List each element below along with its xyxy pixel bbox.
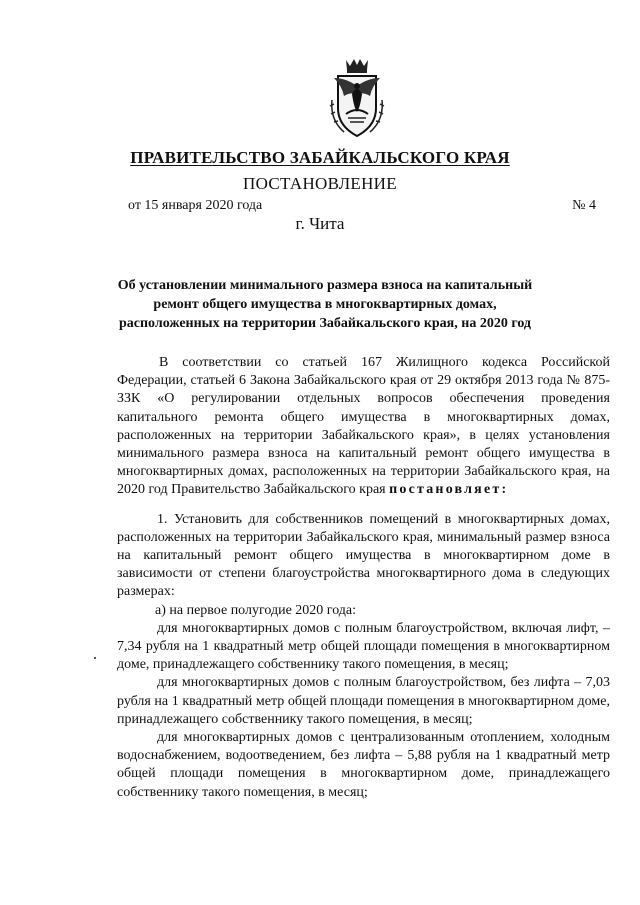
document-heading: Об установлении минимального размера взноса на капитальный ремонт общего имущества в многоквартирных домах, расположенных на территории Забайкальского края, на 2020 год xyxy=(117,278,533,331)
document-date: от 15 января 2020 года xyxy=(128,198,263,213)
preamble-paragraph xyxy=(117,354,610,500)
item-1-paragraph: 1. Установить для собственников помещений в многоквартирных домах, расположенных на территории Забайкальского края, минимальный размер взноса на капитальный ремонт общего имущества в многоквартирном доме в зависимости от степени благоустройства многоквартирного дома в следующих размерах: xyxy=(117,511,610,600)
subitem-a: а) на первое полугодие 2020 года: xyxy=(155,602,357,618)
government-title: ПРАВИТЕЛЬСТВО ЗАБАЙКАЛЬСКОГО КРАЯ xyxy=(130,148,510,167)
document-type: ПОСТАНОВЛЕНИЕ xyxy=(243,174,397,193)
clause-2: для многоквартирных домов с полным благоустройством, без лифта – 7,03 рубля на 1 квадратный метр общей площади помещения в многоквартирном доме, принадлежащего собственнику такого помещения, в месяц; xyxy=(117,675,610,727)
clause-1: для многоквартирных домов с полным благоустройством, включая лифт, – 7,34 рубля на 1 квадратный метр общей площади помещения в многоквартирном доме, принадлежащего собственнику такого помещения, в месяц; xyxy=(117,620,610,673)
document-number: № 4 xyxy=(572,198,596,213)
clause-3: для многоквартирных домов с централизованным отоплением, холодным водоснабжением, водоотведением, без лифта – 5,88 рубля на 1 квадратный метр общей площади помещения в многоквартирном доме, принадлежащего собственнику такого помещения, в месяц; xyxy=(117,730,610,800)
coat-of-arms-emblem xyxy=(322,56,392,142)
document-body xyxy=(117,354,610,802)
preamble-text: В соответствии со статьей 167 Жилищного кодекса Российской Федерации, статьей 6 Закона Забайкальского края от 29 октября 2013 года № 875-ЗЗК «О регулировании отдельных вопросов обеспечения проведения капитального ремонта общего имущества в многоквартирных домах, расположенных на территории Забайкальского края», в целях установления минимального размера взноса на капитальный ремонт общего имущества в многоквартирных домах, расположенных на территории Забайкальского края, на 2020 год Правительство Забайкальского края xyxy=(117,355,610,498)
coat-of-arms-icon xyxy=(322,56,392,142)
decree-word: постановляет: xyxy=(389,482,509,498)
document-city: г. Чита xyxy=(295,214,345,233)
margin-mark xyxy=(94,657,96,659)
